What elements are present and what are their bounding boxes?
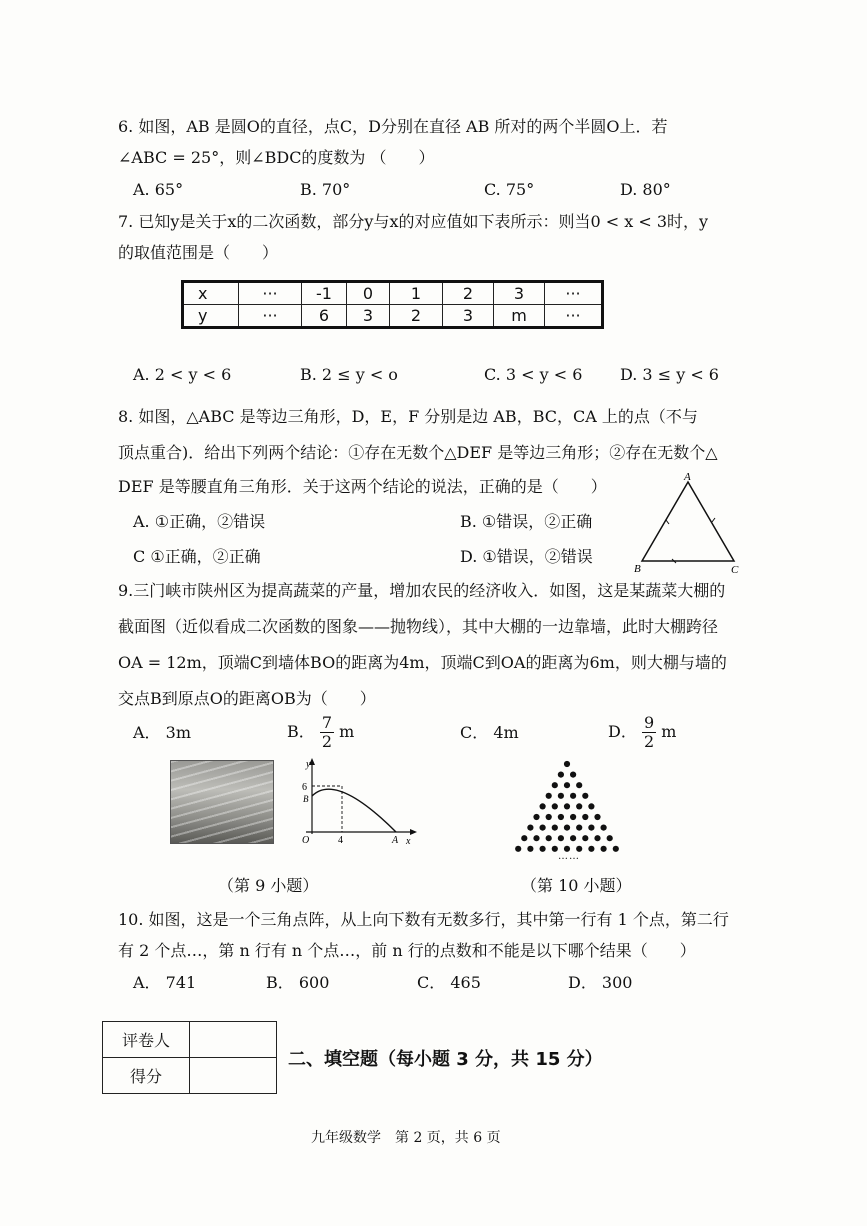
option-letter: B．: [287, 722, 315, 741]
table-cell: ···: [239, 305, 302, 328]
q10-caption: （第 10 小题）: [521, 876, 632, 895]
dot: [558, 835, 564, 841]
q6-option-d[interactable]: D. 80°: [620, 180, 671, 199]
tick-mark: [712, 518, 715, 522]
point-label-a: A: [392, 835, 399, 846]
dot: [594, 814, 600, 820]
q8-triangle-figure: [632, 470, 747, 575]
dot: [576, 825, 582, 831]
grader-field[interactable]: [190, 1022, 277, 1058]
dot: [588, 803, 594, 809]
dot: [540, 846, 546, 852]
q7-x-row: [183, 282, 603, 305]
q7-line2: 的取值范围是（ ）: [118, 243, 279, 262]
section-title: 二、填空题（每小题 3 分，共 15 分）: [288, 1049, 603, 1070]
table-cell: 2: [443, 282, 494, 305]
grader-label: 评卷人: [103, 1022, 190, 1058]
dot: [540, 825, 546, 831]
q6-line2: ∠ABC = 25°，则∠BDC的度数为 （ ）: [118, 148, 435, 167]
tick-mark: [666, 520, 669, 524]
fraction-9-2: [642, 714, 656, 751]
dot: [576, 803, 582, 809]
numerator: 7: [321, 713, 333, 732]
axis-label-x: x: [406, 836, 411, 847]
dot: [558, 772, 564, 778]
table-cell: 3: [347, 305, 390, 328]
q8-line2: 顶点重合)．给出下列两个结论：①存在无数个△DEF 是等边三角形；②存在无数个△: [118, 443, 718, 462]
q8-option-b[interactable]: B. ①错误，②正确: [460, 512, 593, 531]
dot: [588, 825, 594, 831]
q9-line4: 交点B到原点O的距离OB为（ ）: [118, 689, 376, 708]
dot: [515, 846, 521, 852]
dot: [527, 825, 533, 831]
q9-parabola-graph: [292, 756, 422, 848]
dot: [570, 772, 576, 778]
dot: [533, 835, 539, 841]
x-axis-arrow: [410, 829, 417, 835]
q10-option-a[interactable]: A． 741: [133, 973, 197, 992]
dot: [576, 782, 582, 788]
q8-option-c[interactable]: C ①正确，②正确: [133, 547, 261, 566]
q8-option-a[interactable]: A. ①正确，②错误: [133, 512, 266, 531]
tick-label-4: 4: [338, 835, 343, 846]
q7-y-row: [183, 305, 603, 328]
q9-option-d[interactable]: [608, 712, 676, 752]
q10-option-b[interactable]: B． 600: [266, 973, 330, 992]
dot: [552, 825, 558, 831]
origin-label: O: [302, 835, 310, 846]
q6-option-a[interactable]: A. 65°: [133, 180, 184, 199]
grading-table: [102, 1021, 277, 1094]
dot: [570, 814, 576, 820]
dot: [594, 835, 600, 841]
table-cell: -1: [302, 282, 347, 305]
page-footer: 九年级数学 第 2 页，共 6 页: [311, 1130, 501, 1146]
score-field[interactable]: [190, 1058, 277, 1094]
dot: [601, 825, 607, 831]
q9-line3: OA = 12m，顶端C到墙体BO的距离为4m，顶端C到OA的距离为6m，则大棚与墙的: [118, 653, 727, 672]
table-cell: 0: [347, 282, 390, 305]
dot: [527, 846, 533, 852]
dot: [613, 846, 619, 852]
score-label: 得分: [103, 1058, 190, 1094]
axis-label-y: y: [306, 759, 311, 770]
dot: [546, 835, 552, 841]
q10-line2: 有 2 个点…，第 n 行有 n 个点…，前 n 行的点数和不能是以下哪个结果（ ）: [118, 941, 696, 960]
dot: [558, 793, 564, 799]
option-letter: D．: [608, 722, 637, 741]
table-cell: 3: [494, 282, 545, 305]
dot: [582, 793, 588, 799]
unit: m: [339, 722, 355, 741]
q9-option-b[interactable]: [287, 712, 354, 752]
q6-option-b[interactable]: B. 70°: [300, 180, 351, 199]
tick-label-6: 6: [302, 782, 307, 793]
table-cell: 2: [390, 305, 443, 328]
vertex-label-c: C: [731, 564, 739, 575]
parabola-curve: [312, 789, 396, 832]
vertex-label-b: B: [634, 563, 641, 575]
vertex-label-a: A: [684, 471, 691, 483]
q10-line1: 10. 如图，这是一个三角点阵，从上向下数有无数多行，其中第一行有 1 个点，第二行: [118, 910, 729, 929]
q10-option-d[interactable]: D． 300: [568, 973, 633, 992]
q7-option-b[interactable]: B. 2 ≤ y < o: [300, 365, 398, 384]
dot: [552, 803, 558, 809]
dot: [564, 761, 570, 767]
q6-option-c[interactable]: C. 75°: [484, 180, 535, 199]
table-cell: ···: [239, 282, 302, 305]
q9-line2: 截面图（近似看成二次函数的图象——抛物线），其中大棚的一边靠墙，此时大棚跨径: [118, 617, 719, 636]
dot: [564, 825, 570, 831]
q8-option-d[interactable]: D. ①错误，②错误: [460, 547, 593, 566]
q10-dots-ellipsis: ……: [558, 851, 580, 862]
greenhouse-photo: [170, 760, 274, 844]
dot: [552, 846, 558, 852]
dot: [533, 814, 539, 820]
table-cell: 6: [302, 305, 347, 328]
table-cell: ···: [545, 282, 603, 305]
table-cell: x: [183, 282, 239, 305]
dot: [521, 835, 527, 841]
dot: [546, 793, 552, 799]
q9-caption: （第 9 小题）: [218, 876, 319, 895]
q10-dot-triangle: [508, 758, 626, 862]
dot: [570, 835, 576, 841]
dot: [564, 782, 570, 788]
dot: [601, 846, 607, 852]
dot: [607, 835, 613, 841]
dot: [552, 782, 558, 788]
dot: [582, 814, 588, 820]
q9-line1: 9.三门峡市陕州区为提高蔬菜的产量，增加农民的经济收入．如图，这是某蔬菜大棚的: [118, 581, 726, 600]
q7-value-table: [181, 280, 604, 329]
q7-option-a[interactable]: A. 2 < y < 6: [133, 365, 232, 384]
denominator: 2: [321, 732, 333, 751]
fraction-7-2: [320, 714, 334, 751]
q9-option-c[interactable]: C． 4m: [460, 723, 519, 742]
q8-line1: 8. 如图，△ABC 是等边三角形，D，E，F 分别是边 AB，BC，CA 上的点（不与: [118, 407, 698, 426]
numerator: 9: [643, 713, 655, 732]
triangle-abc: [642, 482, 734, 561]
table-cell: y: [183, 305, 239, 328]
q7-line1: 7. 已知y是关于x的二次函数，部分y与x的对应值如下表所示：则当0 < x < 3时，y: [118, 212, 709, 231]
table-cell: ···: [545, 305, 603, 328]
table-cell: 1: [390, 282, 443, 305]
table-cell: 3: [443, 305, 494, 328]
q7-option-d[interactable]: D. 3 ≤ y < 6: [620, 365, 719, 384]
dot: [570, 793, 576, 799]
q9-option-a[interactable]: A． 3m: [133, 723, 191, 742]
point-label-b: B: [303, 794, 309, 804]
q7-option-c[interactable]: C. 3 < y < 6: [484, 365, 583, 384]
q8-line3: DEF 是等腰直角三角形．关于这两个结论的说法，正确的是（ ）: [118, 477, 607, 496]
dot: [582, 835, 588, 841]
unit: m: [661, 722, 677, 741]
q6-line1: 6. 如图，AB 是圆O的直径，点C，D分别在直径 AB 所对的两个半圆O上．若: [118, 117, 668, 136]
dot: [564, 803, 570, 809]
dot: [588, 846, 594, 852]
dot: [540, 803, 546, 809]
denominator: 2: [643, 732, 655, 751]
q10-option-c[interactable]: C． 465: [417, 973, 481, 992]
dot: [546, 814, 552, 820]
dot: [558, 814, 564, 820]
table-cell: m: [494, 305, 545, 328]
